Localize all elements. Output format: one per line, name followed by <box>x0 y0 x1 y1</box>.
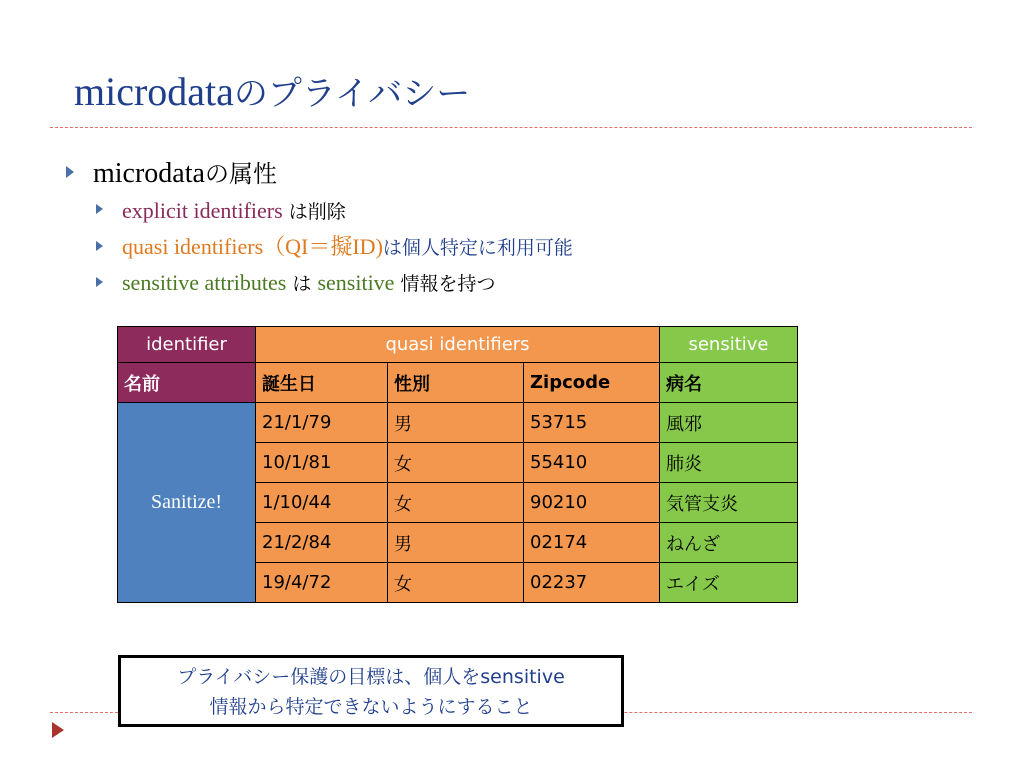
sensitive-desc: 情報を持つ <box>394 273 496 295</box>
term-quasi: quasi identifiers <box>122 234 264 259</box>
cell-gender: 女 <box>388 443 524 483</box>
header-identifier: identifier <box>118 327 256 363</box>
cell-gender: 男 <box>388 403 524 443</box>
cell-birthday: 21/2/84 <box>256 523 388 563</box>
column-disease: 病名 <box>660 363 798 403</box>
note-line-1: プライバシー保護の目標は、個人をsensitive <box>177 666 565 688</box>
bullet-jp: の属性 <box>204 160 277 188</box>
cell-gender: 男 <box>388 523 524 563</box>
title-latin: microdata <box>74 69 234 114</box>
quasi-desc: は個人特定に利用可能 <box>382 237 573 259</box>
cell-disease: 気管支炎 <box>660 483 798 523</box>
cell-birthday: 21/1/79 <box>256 403 388 443</box>
microdata-table <box>117 326 798 603</box>
sub-bullet-arrow-icon <box>96 204 103 214</box>
bullet-sensitive-attributes <box>122 272 496 295</box>
header-sensitive: sensitive <box>660 327 798 363</box>
privacy-goal-note <box>118 655 624 727</box>
quasi-paren: （QI＝擬ID) <box>263 234 383 259</box>
cell-gender: 女 <box>388 483 524 523</box>
title-jp: のプライバシー <box>233 74 471 114</box>
term-explicit: explicit identifiers <box>122 198 283 223</box>
cell-zipcode: 02174 <box>524 523 660 563</box>
bullet-quasi-identifiers <box>122 236 573 259</box>
sanitize-cell: Sanitize! <box>118 403 256 603</box>
play-icon <box>52 722 64 738</box>
table-row <box>118 403 798 443</box>
sub-bullet-arrow-icon <box>96 241 103 251</box>
bullet-latin: microdata <box>93 158 205 189</box>
cell-zipcode: 02237 <box>524 563 660 603</box>
cell-zipcode: 53715 <box>524 403 660 443</box>
cell-disease: 風邪 <box>660 403 798 443</box>
sub-bullet-arrow-icon <box>96 277 103 287</box>
column-name: 名前 <box>118 363 256 403</box>
cell-disease: ねんざ <box>660 523 798 563</box>
table-header-row <box>118 327 798 363</box>
bullet-explicit-identifiers <box>122 200 346 223</box>
cell-disease: 肺炎 <box>660 443 798 483</box>
bullet-arrow-icon <box>66 166 74 178</box>
bullet-microdata-attributes <box>93 160 277 188</box>
note-line-2: 情報から特定できないようにすること <box>209 696 533 718</box>
cell-birthday: 10/1/81 <box>256 443 388 483</box>
column-gender: 性別 <box>388 363 524 403</box>
column-birthday: 誕生日 <box>256 363 388 403</box>
explicit-desc: は削除 <box>282 201 346 223</box>
cell-zipcode: 90210 <box>524 483 660 523</box>
term-sensitive: sensitive attributes <box>122 270 287 295</box>
column-zipcode: Zipcode <box>524 363 660 403</box>
cell-disease: エイズ <box>660 563 798 603</box>
slide-title <box>74 69 471 114</box>
top-divider <box>50 127 972 128</box>
cell-zipcode: 55410 <box>524 443 660 483</box>
cell-gender: 女 <box>388 563 524 603</box>
cell-birthday: 19/4/72 <box>256 563 388 603</box>
sensitive-mid: は <box>286 273 318 295</box>
cell-birthday: 1/10/44 <box>256 483 388 523</box>
header-quasi-identifiers: quasi identifiers <box>256 327 660 363</box>
term-sensitive-2: sensitive <box>317 270 395 295</box>
table-column-row <box>118 363 798 403</box>
